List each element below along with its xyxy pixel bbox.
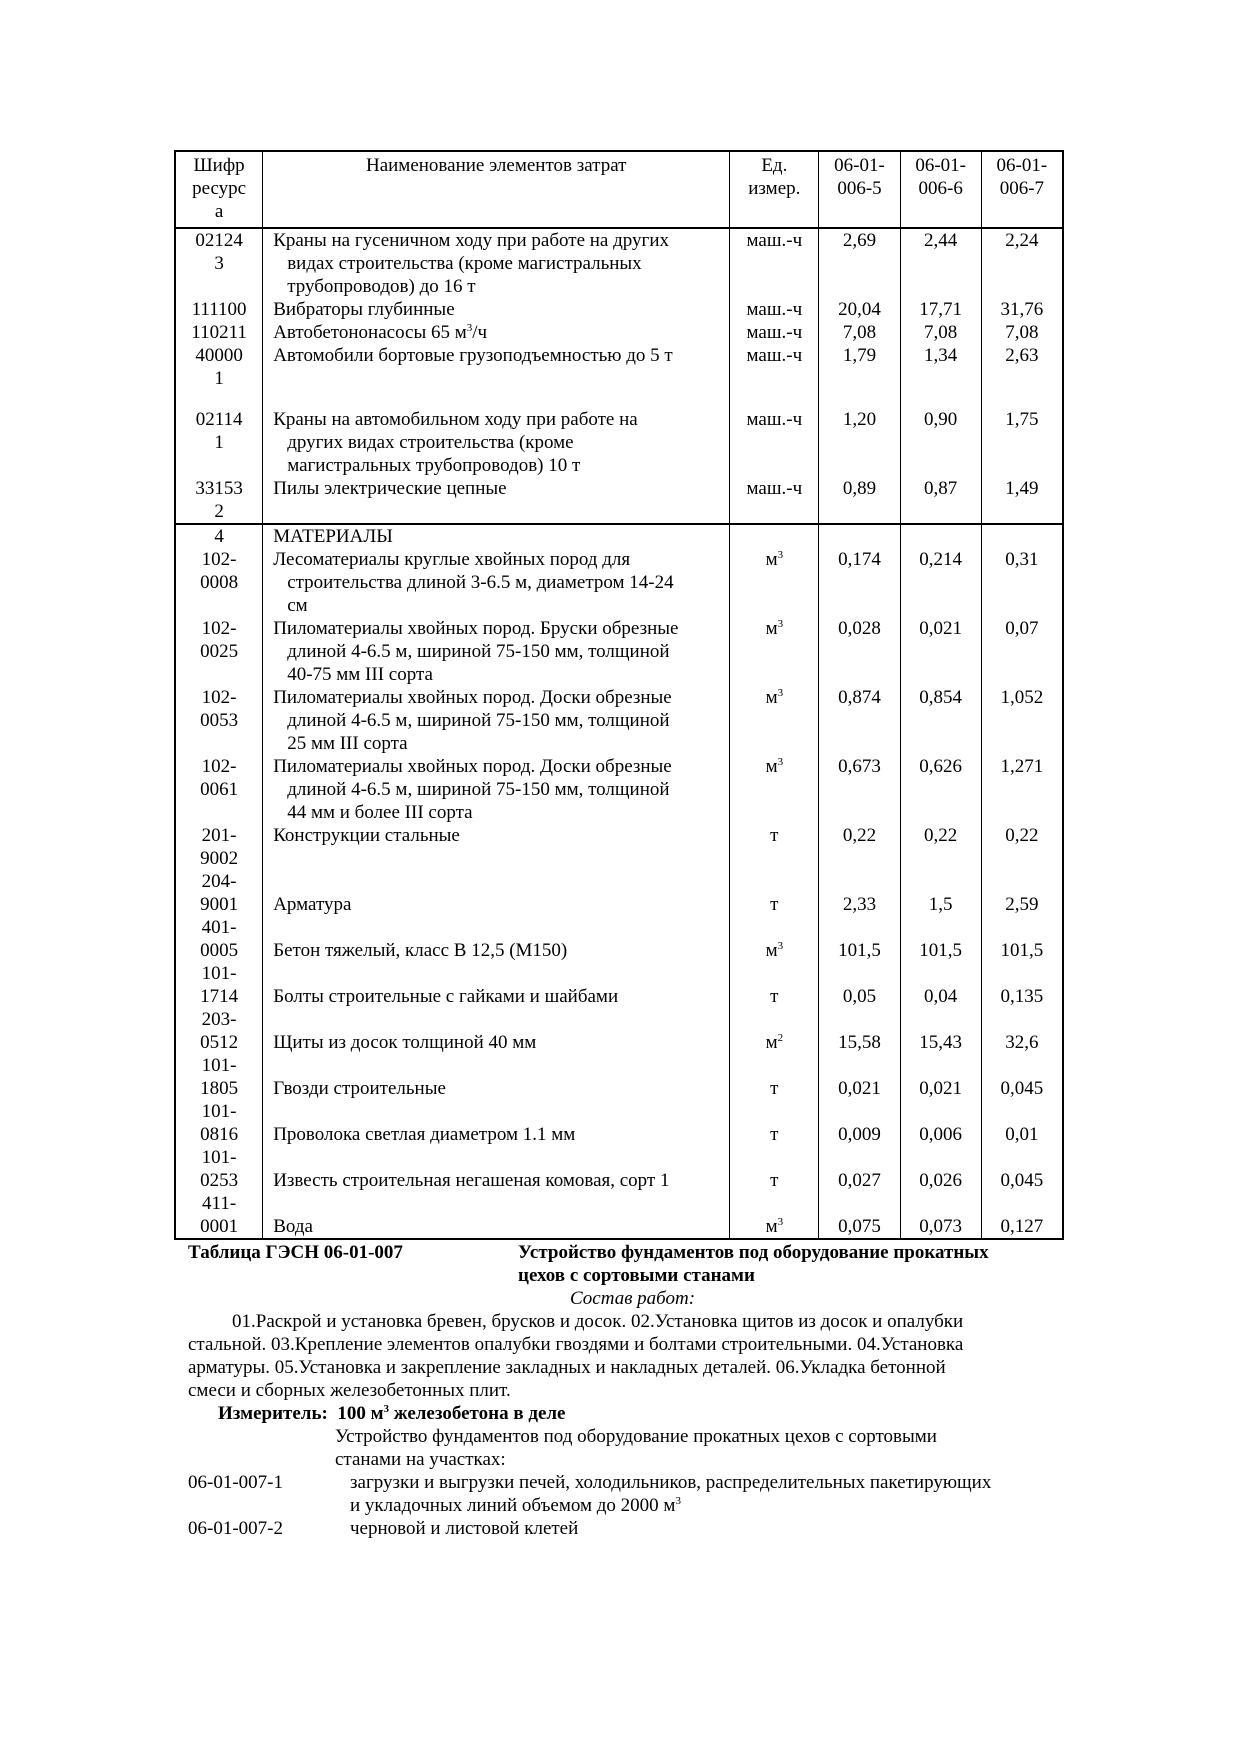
cell-value-2: 0,214 [900,548,981,617]
cell-code: 204- 9001 [175,870,263,916]
cell-name: Конструкции стальные [263,824,730,870]
composition-line-1: 01.Раскрой и установка бревен, брусков и досок. 02.Установка щитов из досок и опалубки [232,1311,964,1332]
cell-code: 102- 0053 [175,686,263,755]
item-text-1-line2: и укладочных линий объемом до 2000 $м^3$ [350,1495,681,1516]
resource-table [174,150,1064,1240]
cell-name: Пиломатериалы хвойных пород. Доски обрезные длиной 4-6.5 м, шириной 75-150 мм, толщиной 44 мм и более III сорта [263,755,730,824]
cell-value-2: 17,71 [900,298,981,321]
section-title-line1: Устройство фундаментов под оборудование прокатных [518,1242,989,1263]
cell-value-3: 32,6 [981,1008,1063,1054]
table-row [175,916,1063,962]
table-row [175,321,1063,344]
cell-code: 40000 1 [175,344,263,390]
cell-value-1: 101,5 [819,916,900,962]
cell-value-3: 0,07 [981,617,1063,686]
cell-code: 33153 2 [175,477,263,524]
cell-code: 101- 1714 [175,962,263,1008]
cell-value-2: 0,04 [900,962,981,1008]
cell-unit: т [730,1146,819,1192]
cell-code: 101- 0816 [175,1100,263,1146]
cell-value-1: 2,33 [819,870,900,916]
cell-name: Автобетононасосы 65 $м^3/ч$ [263,321,730,344]
header-col1: 06-01- 006-5 [819,151,900,228]
cell-value-2: 1,5 [900,870,981,916]
cell-value-2: 15,43 [900,1008,981,1054]
table-row [175,1054,1063,1100]
cell-value-3: 1,271 [981,755,1063,824]
cell-unit: $м^3$ [730,916,819,962]
cell-unit: маш.-ч [730,390,819,477]
table-row [175,824,1063,870]
composition-line-3: арматуры. 05.Установка и закрепление закладных и накладных деталей. 06.Укладка бетонной [188,1357,946,1378]
table-row [175,390,1063,477]
cell-code: 203- 0512 [175,1008,263,1054]
item-text-2-line1: черновой и листовой клетей [350,1518,579,1539]
materials-section-row [175,524,1063,548]
cell-value-2: 0,22 [900,824,981,870]
table-row [175,686,1063,755]
cell-unit: $м^3$ [730,548,819,617]
cell-name: Известь строительная негашеная комовая, сорт 1 [263,1146,730,1192]
cell-value-3: 7,08 [981,321,1063,344]
header-name: Наименование элементов затрат [263,151,730,228]
cell-value-3: 0,135 [981,962,1063,1008]
cell-code: 411- 0001 [175,1192,263,1239]
cell-value-1: 1,20 [819,390,900,477]
cell-code: 101- 0253 [175,1146,263,1192]
cell-value-1: 15,58 [819,1008,900,1054]
cell-value-1: 0,22 [819,824,900,870]
cell-value-2: 0,026 [900,1146,981,1192]
table-row [175,617,1063,686]
cell-value-2: 0,854 [900,686,981,755]
cell-unit: маш.-ч [730,228,819,298]
meter-label: Измеритель: [218,1403,328,1424]
cell-value-2: 0,006 [900,1100,981,1146]
composition-line-2: стальной. 03.Крепление элементов опалубки гвоздями и болтами строительными. 04.Установка [188,1334,964,1355]
cell-value-3: 1,49 [981,477,1063,524]
cell-value-2: 1,34 [900,344,981,390]
cell-code: 02114 1 [175,390,263,477]
cell-value-2: 0,021 [900,1054,981,1100]
cell-name: Лесоматериалы круглые хвойных пород для строительства длиной 3-6.5 м, диаметром 14-24 см [263,548,730,617]
cell-name: Бетон тяжелый, класс В 12,5 (М150) [263,916,730,962]
cell-value-1: 0,05 [819,962,900,1008]
cell-value-2: 0,626 [900,755,981,824]
cell-value-3: 1,052 [981,686,1063,755]
cell-unit: $м^3$ [730,755,819,824]
composition-line-4: смеси и сборных железобетонных плит. [188,1380,511,1401]
cell-name: Болты строительные с гайками и шайбами [263,962,730,1008]
cell-value-1: 0,89 [819,477,900,524]
cell-name: Пилы электрические цепные [263,477,730,524]
table-row [175,1008,1063,1054]
header-col2: 06-01- 006-6 [900,151,981,228]
intro-line-1: Устройство фундаментов под оборудование прокатных цехов с сортовыми [335,1426,937,1447]
table-row [175,962,1063,1008]
cell-name: Автомобили бортовые грузоподъемностью до 5 т [263,344,730,390]
cell-unit: маш.-ч [730,321,819,344]
cell-value-1: 0,028 [819,617,900,686]
table-row [175,548,1063,617]
table-row [175,228,1063,298]
cell-value-3: 31,76 [981,298,1063,321]
materials-section-code: 4 [175,524,263,548]
cell-value-1: 0,027 [819,1146,900,1192]
cell-value-1: 7,08 [819,321,900,344]
cell-name: Пиломатериалы хвойных пород. Доски обрезные длиной 4-6.5 м, шириной 75-150 мм, толщиной 25 мм III сорта [263,686,730,755]
cell-value-3: 0,127 [981,1192,1063,1239]
cell-name: Арматура [263,870,730,916]
table-row [175,298,1063,321]
cell-code: 102- 0061 [175,755,263,824]
cell-value-1: 0,673 [819,755,900,824]
cell-value-3: 0,045 [981,1054,1063,1100]
cell-name: Краны на автомобильном ходу при работе на других видах строительства (кроме магистральных трубопроводов) 10 т [263,390,730,477]
item-text-1-line1: загрузки и выгрузки печей, холодильников, распределительных пакетирующих [350,1472,992,1493]
cell-value-2: 101,5 [900,916,981,962]
cell-unit: т [730,1054,819,1100]
cell-value-2: 0,90 [900,390,981,477]
cell-unit: $м^3$ [730,1192,819,1239]
cell-unit: маш.-ч [730,477,819,524]
header-col3: 06-01- 006-7 [981,151,1063,228]
cell-code: 401- 0005 [175,916,263,962]
cell-name: Краны на гусеничном ходу при работе на других видах строительства (кроме магистральных трубопроводов) до 16 т [263,228,730,298]
cell-value-2: 0,073 [900,1192,981,1239]
composition-heading: Состав работ: [570,1288,696,1309]
cell-value-1: 0,021 [819,1054,900,1100]
cell-unit: маш.-ч [730,344,819,390]
cell-name: Гвозди строительные [263,1054,730,1100]
cell-unit: $м^3$ [730,617,819,686]
cell-unit: маш.-ч [730,298,819,321]
cell-value-3: 2,24 [981,228,1063,298]
header-code: Шифр ресурс а [175,151,263,228]
cell-value-3: 0,045 [981,1146,1063,1192]
cell-value-1: 0,174 [819,548,900,617]
cell-value-3: 1,75 [981,390,1063,477]
materials-section-title: МАТЕРИАЛЫ [263,524,730,548]
cell-code: 102- 0008 [175,548,263,617]
cell-code: 02124 3 [175,228,263,298]
table-row [175,1192,1063,1239]
cell-value-2: 2,44 [900,228,981,298]
cell-unit: т [730,870,819,916]
table-label: Таблица ГЭСН 06-01-007 [188,1242,403,1263]
cell-value-3: 0,31 [981,548,1063,617]
cell-name: Пиломатериалы хвойных пород. Бруски обрезные длиной 4-6.5 м, шириной 75-150 мм, толщиной 40-75 мм III сорта [263,617,730,686]
cell-value-3: 2,63 [981,344,1063,390]
cell-code: 102- 0025 [175,617,263,686]
meter-value: 100 $м^3$ железобетона в деле [337,1403,566,1424]
cell-value-3: 101,5 [981,916,1063,962]
cell-value-1: 0,075 [819,1192,900,1239]
meter-line [218,1402,565,1425]
table-header-row [175,151,1063,228]
item-code-1: 06-01-007-1 [188,1472,283,1493]
cell-unit: т [730,824,819,870]
cell-value-2: 0,87 [900,477,981,524]
cell-value-1: 2,69 [819,228,900,298]
header-unit: Ед. измер. [730,151,819,228]
cell-value-3: 0,22 [981,824,1063,870]
cell-name: Проволока светлая диаметром 1.1 мм [263,1100,730,1146]
table-row [175,477,1063,524]
table-row [175,870,1063,916]
cell-unit: т [730,962,819,1008]
cell-name: Щиты из досок толщиной 40 мм [263,1008,730,1054]
cell-name: Вибраторы глубинные [263,298,730,321]
cell-value-1: 20,04 [819,298,900,321]
cell-name: Вода [263,1192,730,1239]
cell-value-1: 0,009 [819,1100,900,1146]
cell-value-3: 0,01 [981,1100,1063,1146]
table-row [175,1146,1063,1192]
cell-unit: $м^3$ [730,686,819,755]
cell-unit: $м^2$ [730,1008,819,1054]
cell-value-1: 1,79 [819,344,900,390]
intro-line-2: станами на участках: [335,1449,506,1470]
table-row [175,1100,1063,1146]
section-title-line2: цехов с сортовыми станами [518,1265,755,1286]
cell-value-2: 0,021 [900,617,981,686]
cell-value-3: 2,59 [981,870,1063,916]
cell-unit: т [730,1100,819,1146]
cell-code: 110211 [175,321,263,344]
cell-value-2: 7,08 [900,321,981,344]
cell-code: 111100 [175,298,263,321]
cell-code: 201- 9002 [175,824,263,870]
cell-value-1: 0,874 [819,686,900,755]
table-row [175,755,1063,824]
table-row [175,344,1063,390]
cell-code: 101- 1805 [175,1054,263,1100]
item-code-2: 06-01-007-2 [188,1518,283,1539]
